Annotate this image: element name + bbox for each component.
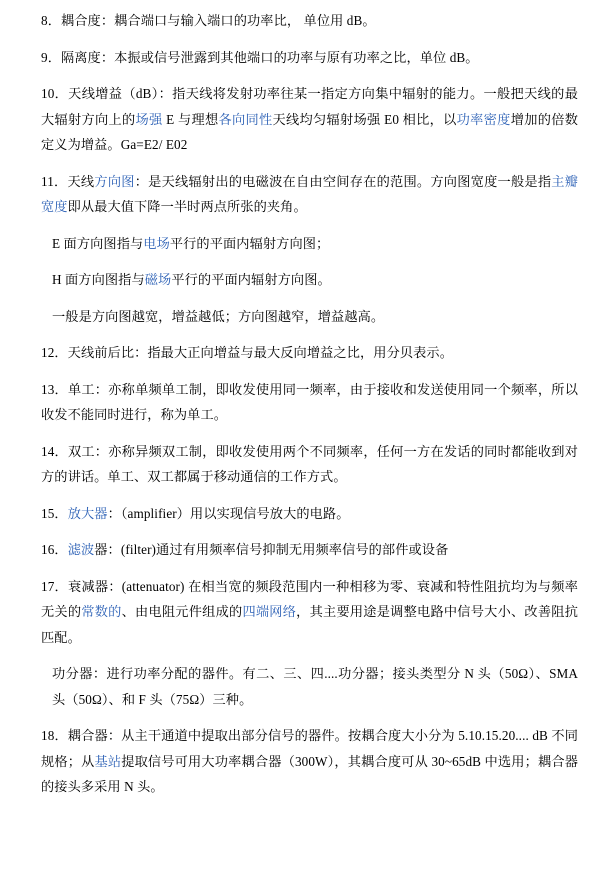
inline-link[interactable]: 常数的	[81, 604, 122, 619]
inline-link[interactable]: 电场	[143, 235, 170, 251]
paragraph	[22, 169, 578, 220]
paragraph	[22, 231, 578, 257]
inline-link[interactable]: 滤波	[67, 542, 95, 557]
text-run: 8．耦合度：耦合端口与输入端口的功率比， 单位用 dB。	[41, 13, 376, 28]
text-run: ，其主要用途是调整电路中信号大小、改善阻抗匹配。	[41, 604, 579, 645]
text-run: 平行的平面内辐射方向图。	[171, 272, 331, 287]
text-run: 即从最大值下降一半时两点所张的夹角。	[67, 199, 307, 214]
text-run: 功分器：进行功率分配的器件。有二、三、四....功分器；接头类型分 N 头（50Ω）、SMA 头（50Ω）、和 F 头（75Ω）三种。	[52, 666, 578, 707]
paragraph	[22, 8, 578, 34]
text-run: 15．	[41, 505, 68, 521]
paragraph	[22, 537, 578, 563]
paragraph	[22, 723, 578, 800]
text-run: 天线均匀辐射场强 E0 相比，以	[272, 111, 457, 127]
document-body	[22, 8, 578, 800]
paragraph	[22, 45, 578, 71]
text-run: 16．	[41, 542, 68, 557]
text-run: ：是天线辐射出的电磁波在自由空间存在的范围。方向图宽度一般是指	[134, 173, 552, 189]
inline-link[interactable]: 各向同性	[218, 111, 273, 127]
paragraph	[22, 340, 578, 366]
paragraph	[22, 304, 578, 330]
paragraph	[22, 267, 578, 293]
inline-link[interactable]: 功率密度	[456, 111, 511, 127]
text-run: 、由电阻元件组成的	[121, 604, 243, 619]
text-run: 增加的倍数定义为增益。Ga=E2/ E02	[41, 111, 578, 152]
text-run: 平行的平面内辐射方向图；	[169, 235, 330, 251]
inline-link[interactable]: 方向图	[94, 173, 135, 189]
inline-link[interactable]: 四端网络	[242, 604, 297, 619]
text-run: 17．衰减器：(attenuator) 在相当宽的频段范围内一种相移为零、衰减和特性阻抗均为与频率无关的	[41, 578, 578, 619]
text-run: 11．天线	[41, 173, 95, 189]
paragraph	[22, 661, 578, 712]
text-run: 18．耦合器：从主干通道中提取出部分信号的器件。按耦合度大小分为 5.10.15.20.... dB 不同规格；从	[41, 728, 578, 769]
text-run: ：（amplifier）用以实现信号放大的电路。	[107, 505, 350, 521]
text-run: 12．天线前后比：指最大正向增益与最大反向增益之比，用分贝表示。	[41, 345, 454, 360]
paragraph	[22, 574, 578, 651]
text-run: E 面方向图指与	[52, 235, 144, 251]
text-run: 一般是方向图越宽，增益越低；方向图越窄，增益越高。	[52, 308, 385, 324]
inline-link[interactable]: 主瓣宽度	[41, 173, 579, 214]
inline-link[interactable]: 场强	[135, 111, 163, 127]
text-run: 13．单工：亦称单频单工制，即收发使用同一频率，由于接收和发送使用同一个频率，所以收发不能同时进行，称为单工。	[41, 381, 578, 422]
text-run: 9．隔离度：本振或信号泄露到其他端口的功率与原有功率之比，单位 dB。	[41, 49, 479, 65]
paragraph	[22, 81, 578, 158]
text-run: 10．天线增益（dB）：指天线将发射功率往某一指定方向集中辐射的能力。一般把天线的最大辐射方向上的	[41, 86, 578, 127]
paragraph	[22, 439, 578, 490]
paragraph	[22, 501, 578, 527]
text-run: E 与理想	[162, 111, 219, 127]
text-run: 器：(filter)通过有用频率信号抑制无用频率信号的部件或设备	[94, 542, 449, 557]
text-run: 14．双工：亦称异频双工制，即收发使用两个不同频率，任何一方在发话的同时都能收到对方的讲话。单工、双工都属于移动通信的工作方式。	[41, 443, 578, 484]
inline-link[interactable]: 磁场	[144, 272, 172, 287]
inline-link[interactable]: 基站	[94, 753, 122, 769]
inline-link[interactable]: 放大器	[67, 505, 108, 521]
text-run: H 面方向图指与	[52, 272, 145, 287]
paragraph	[22, 377, 578, 428]
text-run: 提取信号可用大功率耦合器（300W），其耦合度可从 30~65dB 中选用；耦合器的接头多采用 N 头。	[41, 753, 579, 794]
